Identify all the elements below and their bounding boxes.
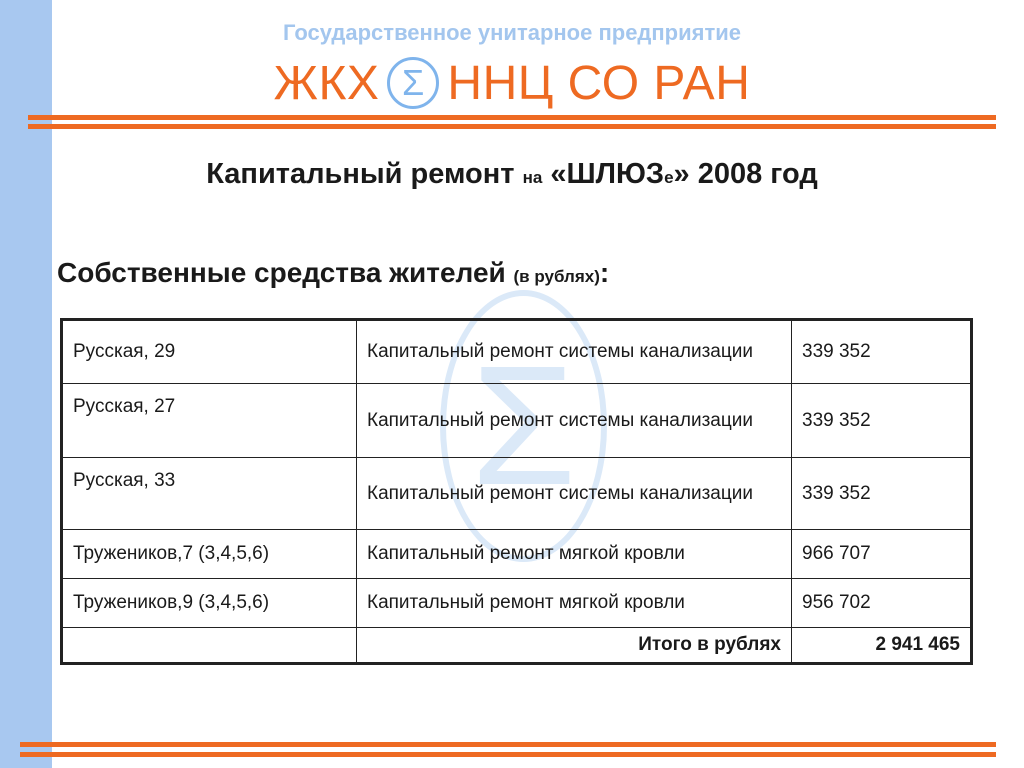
total-amount: 2 941 465 bbox=[792, 628, 972, 664]
section-heading-colon: : bbox=[599, 257, 610, 288]
funds-table bbox=[60, 318, 973, 665]
section-heading-unit: (в рублях) bbox=[513, 267, 600, 286]
sigma-watermark-icon: Σ bbox=[440, 290, 607, 562]
header-divider-top bbox=[28, 115, 996, 120]
total-row bbox=[62, 628, 972, 664]
address-cell: Тружеников,7 (3,4,5,6) bbox=[62, 530, 357, 579]
address-cell: Русская, 33 bbox=[62, 458, 357, 530]
amount-cell: 339 352 bbox=[792, 384, 972, 458]
total-empty-cell bbox=[62, 628, 357, 664]
work-cell: Капитальный ремонт системы канализации bbox=[357, 384, 792, 458]
org-subtitle: Государственное унитарное предприятие bbox=[282, 20, 742, 45]
table-row bbox=[62, 458, 972, 530]
section-heading-text: Собственные средства жителей bbox=[57, 257, 506, 288]
page-title bbox=[0, 158, 1024, 191]
work-cell: Капитальный ремонт мягкой кровли bbox=[357, 579, 792, 628]
address-cell: Русская, 29 bbox=[62, 320, 357, 384]
table-row bbox=[62, 384, 972, 458]
sigma-logo-icon: Σ bbox=[387, 57, 439, 109]
header-divider-bottom bbox=[28, 124, 996, 129]
title-preposition: на bbox=[522, 168, 543, 187]
logo-text-left: ЖКХ bbox=[273, 56, 380, 110]
title-main: Капитальный ремонт bbox=[206, 158, 515, 190]
amount-cell: 966 707 bbox=[792, 530, 972, 579]
work-cell: Капитальный ремонт системы канализации bbox=[357, 320, 792, 384]
work-cell: Капитальный ремонт мягкой кровли bbox=[357, 530, 792, 579]
title-year: » 2008 год bbox=[673, 158, 818, 190]
address-cell: Русская, 27 bbox=[62, 384, 357, 458]
total-label: Итого в рублях bbox=[357, 628, 792, 664]
footer-divider-top bbox=[20, 742, 996, 747]
title-object: «ШЛЮЗ bbox=[550, 158, 665, 190]
footer-divider-bottom bbox=[20, 752, 996, 757]
table-row bbox=[62, 320, 972, 384]
table-row bbox=[62, 579, 972, 628]
amount-cell: 339 352 bbox=[792, 320, 972, 384]
amount-cell: 956 702 bbox=[792, 579, 972, 628]
table-row bbox=[62, 530, 972, 579]
logo-text-right: ННЦ СО РАН bbox=[447, 56, 751, 110]
address-cell: Тружеников,9 (3,4,5,6) bbox=[62, 579, 357, 628]
section-heading bbox=[57, 257, 609, 289]
org-logo bbox=[0, 52, 1024, 114]
title-object-suffix: е bbox=[664, 168, 674, 187]
work-cell: Капитальный ремонт системы канализации bbox=[357, 458, 792, 530]
amount-cell: 339 352 bbox=[792, 458, 972, 530]
